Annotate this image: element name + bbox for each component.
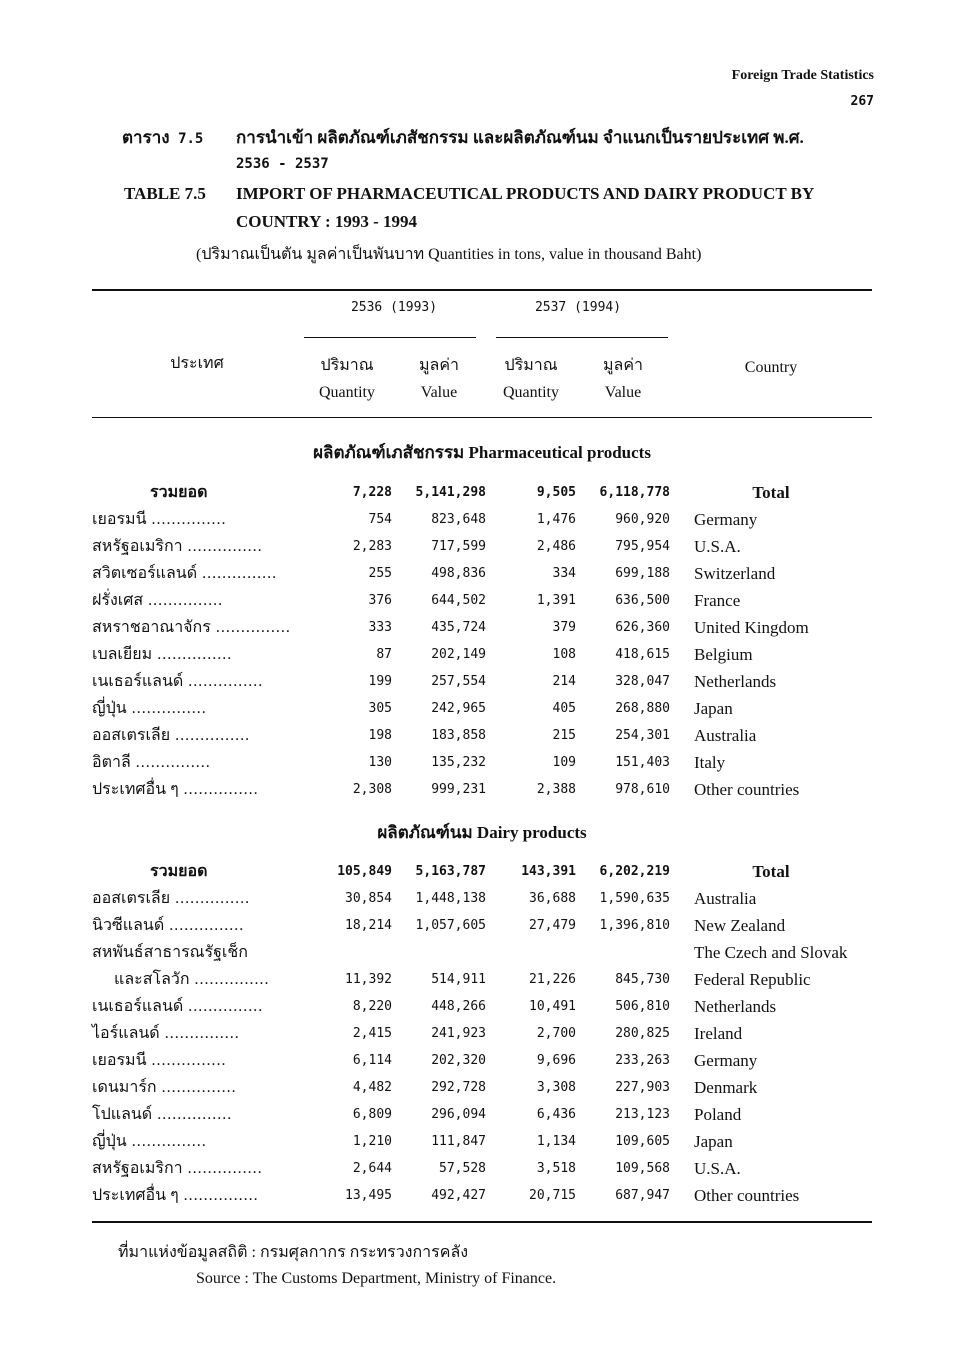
units-note: (ปริมาณเป็นตัน มูลค่าเป็นพันบาท Quantities in tons, value in thousand Baht) — [196, 246, 702, 263]
total-row — [92, 479, 872, 506]
val-1994-cell: 151,403 — [615, 755, 670, 770]
val-1994-cell: 1,590,635 — [599, 891, 670, 906]
val-1993-cell: 242,965 — [431, 701, 486, 716]
pharma-table — [92, 479, 872, 803]
qty-1993-cell: 6,114 — [352, 1053, 392, 1068]
total-row — [92, 858, 872, 885]
qty-1994-cell: 2,486 — [536, 539, 576, 554]
qty-1994-cell: 215 — [552, 728, 576, 743]
country-en-cell: U.S.A. — [694, 536, 741, 556]
val-1993-cell: 1,448,138 — [415, 891, 486, 906]
country-th-cell: ออสเตรเลีย ............... — [92, 890, 251, 907]
qty-1993-cell: 2,644 — [352, 1161, 392, 1176]
val-1994-cell: 795,954 — [615, 539, 670, 554]
qty-1993-cell: 754 — [368, 512, 392, 527]
val-1993-cell: 823,648 — [431, 512, 486, 527]
qty-1994-cell: 9,696 — [536, 1053, 576, 1068]
country-th-cell: ญี่ปุ่น ............... — [92, 1133, 207, 1150]
qty-1993-cell: 13,495 — [345, 1188, 392, 1203]
table-row — [92, 695, 872, 722]
country-en-cell: U.S.A. — [694, 1158, 741, 1178]
leader-dots: ............... — [197, 565, 278, 582]
qty-1994-cell: 2,388 — [536, 782, 576, 797]
qty-1994-cell: 1,476 — [536, 512, 576, 527]
country-en-cell: Denmark — [694, 1077, 758, 1097]
country-en-cell: Other countries — [694, 779, 800, 799]
country-en-cell: Netherlands — [694, 996, 777, 1016]
qty-1993-cell: 87 — [376, 647, 392, 662]
country-th-cell: เนเธอร์แลนด์ ............... — [92, 673, 264, 690]
qty-1994-cell: 2,700 — [536, 1026, 576, 1041]
title-thai-text: การนำเข้า ผลิตภัณฑ์เภสัชกรรม และผลิตภัณฑ์นม จำแนกเป็นรายประเทศ พ.ศ. — [236, 128, 804, 147]
val-1994-cell: 109,605 — [615, 1134, 670, 1149]
header-bottom-rule — [92, 417, 872, 418]
qty-1993-cell: 199 — [368, 674, 392, 689]
table-row — [92, 533, 872, 560]
qty-1993-cell: 130 — [368, 755, 392, 770]
val-1994-cell: 233,263 — [615, 1053, 670, 1068]
leader-dots: ............... — [183, 998, 264, 1015]
title-en-label: TABLE 7.5 — [124, 184, 206, 203]
val-1993-cell: 1,057,605 — [415, 918, 486, 933]
country-en-cell: France — [694, 590, 741, 610]
country-en-cell: Switzerland — [694, 563, 776, 583]
table-row — [92, 749, 872, 776]
pharma-section-title: ผลิตภัณฑ์เภสัชกรรม Pharmaceutical products — [313, 443, 651, 462]
qty-1994-cell: 109 — [552, 755, 576, 770]
country-th-cell: ประเทศอื่น ๆ ............... — [92, 1187, 259, 1204]
leader-dots: ............... — [126, 1133, 207, 1150]
table-top-rule — [92, 289, 872, 291]
country-en-cell: Poland — [694, 1104, 742, 1124]
val-1994-cell: 418,615 — [615, 647, 670, 662]
table-row — [92, 1074, 872, 1101]
country-en-cell: Ireland — [694, 1023, 743, 1043]
leader-dots: ............... — [182, 538, 263, 555]
qty-1993-cell — [302, 939, 392, 966]
country-en-cell: Japan — [694, 698, 733, 718]
country-th-cell: ประเทศอื่น ๆ ............... — [92, 781, 259, 798]
val-1994-cell: 960,920 — [615, 512, 670, 527]
country-th-cell: อิตาลี ............... — [92, 754, 211, 771]
qty-1993-cell: 6,809 — [352, 1107, 392, 1122]
table-row — [92, 614, 872, 641]
leader-dots: ............... — [182, 1160, 263, 1177]
val-1993-cell: 57,528 — [439, 1161, 486, 1176]
qty-1994-header: ปริมาณ Quantity — [503, 357, 559, 401]
country-th-cell: ญี่ปุ่น ............... — [92, 700, 207, 717]
qty-1993-cell: 305 — [368, 701, 392, 716]
table-row — [92, 1020, 872, 1047]
country-en-cell: Japan — [694, 1131, 733, 1151]
country-th-cell: ไอร์แลนด์ ............... — [92, 1025, 240, 1042]
leader-dots: ............... — [126, 700, 207, 717]
val-1994-cell: 978,610 — [615, 782, 670, 797]
country-en-cell: Other countries — [694, 1185, 800, 1205]
qty-1994-cell: 10,491 — [529, 999, 576, 1014]
qty-1994-cell: 21,226 — [529, 972, 576, 987]
qty-1993-cell: 30,854 — [345, 891, 392, 906]
val-1994-cell: 328,047 — [615, 674, 670, 689]
val-1993-header: มูลค่า Value — [418, 357, 460, 401]
country-en-cell: Belgium — [694, 644, 753, 664]
country-en-cell: Australia — [694, 888, 757, 908]
val-1994-header: มูลค่า Value — [602, 357, 644, 401]
leader-dots: ............... — [156, 1079, 237, 1096]
year-1994-underline — [496, 337, 668, 338]
country-en-cell: Federal Republic — [694, 969, 811, 989]
leader-dots: ............... — [146, 1052, 227, 1069]
country-en-cell: Netherlands — [694, 671, 777, 691]
country-en-cell: Australia — [694, 725, 757, 745]
table-bottom-rule — [92, 1221, 872, 1223]
val-1993-cell: 514,911 — [431, 972, 486, 987]
title-en-text: IMPORT OF PHARMACEUTICAL PRODUCTS AND DAIRY PRODUCT BY — [236, 184, 815, 203]
qty-1994-cell: 108 — [552, 647, 576, 662]
table-row — [92, 587, 872, 614]
qty-1993-cell: 2,308 — [352, 782, 392, 797]
leader-dots: ............... — [130, 754, 211, 771]
country-en-cell: Italy — [694, 752, 726, 772]
qty-1993-cell: 376 — [368, 593, 392, 608]
val-1993-cell: 5,141,298 — [415, 485, 486, 500]
leader-dots: ............... — [152, 646, 233, 663]
val-1993-cell: 448,266 — [431, 999, 486, 1014]
qty-1994-cell: 3,308 — [536, 1080, 576, 1095]
leader-dots: ............... — [189, 971, 270, 988]
table-row — [92, 722, 872, 749]
table-row — [92, 993, 872, 1020]
val-1993-cell: 183,858 — [431, 728, 486, 743]
country-en-cell: Germany — [694, 509, 758, 529]
val-1993-cell: 498,836 — [431, 566, 486, 581]
val-1994-cell: 280,825 — [615, 1026, 670, 1041]
val-1994-cell: 254,301 — [615, 728, 670, 743]
val-1994-cell: 636,500 — [615, 593, 670, 608]
country-th-cell: เบลเยียม ............... — [92, 646, 233, 663]
country-th-cell: นิวซีแลนด์ ............... — [92, 917, 245, 934]
val-1993-cell: 111,847 — [431, 1134, 486, 1149]
title-en-years: COUNTRY : 1993 - 1994 — [236, 212, 418, 231]
leader-dots: ............... — [170, 890, 251, 907]
qty-1994-cell: 379 — [552, 620, 576, 635]
table-row — [92, 641, 872, 668]
title-thai-years: 2536 - 2537 — [236, 156, 329, 172]
country-th-header: ประเทศ — [170, 355, 224, 372]
qty-1994-cell: 3,518 — [536, 1161, 576, 1176]
leader-dots: ............... — [178, 781, 259, 798]
qty-1994-cell: 1,134 — [536, 1134, 576, 1149]
country-th-cell: เนเธอร์แลนด์ ............... — [92, 998, 264, 1015]
country-th-cell: สวิตเซอร์แลนด์ ............... — [92, 565, 278, 582]
val-1994-cell: 699,188 — [615, 566, 670, 581]
country-th-cell: โปแลนด์ ............... — [92, 1106, 233, 1123]
leader-dots: ............... — [183, 673, 264, 690]
val-1994-cell: 845,730 — [615, 972, 670, 987]
table-row — [92, 560, 872, 587]
val-1993-cell: 999,231 — [431, 782, 486, 797]
leader-dots: ............... — [210, 619, 291, 636]
val-1994-cell: 213,123 — [615, 1107, 670, 1122]
country-en-cell: The Czech and Slovak — [694, 942, 848, 962]
val-1993-cell: 135,232 — [431, 755, 486, 770]
qty-1994-cell: 27,479 — [529, 918, 576, 933]
table-row — [92, 885, 872, 912]
val-1994-cell: 506,810 — [615, 999, 670, 1014]
qty-1994-cell: 334 — [552, 566, 576, 581]
leader-dots: ............... — [146, 511, 227, 528]
dairy-table — [92, 858, 872, 1209]
table-row — [92, 1155, 872, 1182]
table-row — [92, 1182, 872, 1209]
country-en-cell: Total — [752, 861, 790, 881]
val-1993-cell: 492,427 — [431, 1188, 486, 1203]
table-row — [92, 776, 872, 803]
val-1993-cell — [392, 939, 486, 966]
table-row — [92, 1128, 872, 1155]
qty-1994-cell: 9,505 — [536, 485, 576, 500]
leader-dots: ............... — [152, 1106, 233, 1123]
qty-1993-cell: 7,228 — [352, 485, 392, 500]
country-th-cell: สหราชอาณาจักร ............... — [92, 619, 291, 636]
country-en-cell: New Zealand — [694, 915, 786, 935]
table-row — [92, 1101, 872, 1128]
qty-1993-cell: 198 — [368, 728, 392, 743]
country-th-cell: เดนมาร์ก ............... — [92, 1079, 237, 1096]
country-th-cell: สหพันธ์สาธารณรัฐเช็ก — [92, 944, 248, 961]
val-1993-cell: 202,320 — [431, 1053, 486, 1068]
val-1994-cell: 687,947 — [615, 1188, 670, 1203]
val-1993-cell: 717,599 — [431, 539, 486, 554]
qty-1993-cell: 105,849 — [337, 864, 392, 879]
qty-1993-cell: 11,392 — [345, 972, 392, 987]
val-1993-cell: 435,724 — [431, 620, 486, 635]
qty-1993-header: ปริมาณ Quantity — [319, 357, 375, 401]
leader-dots: ............... — [159, 1025, 240, 1042]
table-row — [92, 966, 872, 993]
country-th-cell: สหรัฐอเมริกา ............... — [92, 1160, 263, 1177]
val-1994-cell: 626,360 — [615, 620, 670, 635]
table-row — [92, 1047, 872, 1074]
country-en-header: Country — [744, 359, 798, 376]
table-row — [92, 668, 872, 695]
year-1993-underline — [304, 337, 476, 338]
val-1993-cell: 292,728 — [431, 1080, 486, 1095]
country-en-cell: Total — [752, 482, 790, 502]
qty-1993-cell: 1,210 — [352, 1134, 392, 1149]
country-en-cell: United Kingdom — [694, 617, 809, 637]
title-thai-label: ตาราง 7.5 — [122, 128, 204, 147]
qty-1994-cell: 405 — [552, 701, 576, 716]
qty-1993-cell: 2,283 — [352, 539, 392, 554]
qty-1993-cell: 2,415 — [352, 1026, 392, 1041]
country-th-cell: สหรัฐอเมริกา ............... — [92, 538, 263, 555]
qty-1993-cell: 255 — [368, 566, 392, 581]
qty-1994-cell: 1,391 — [536, 593, 576, 608]
val-1994-cell: 6,202,219 — [599, 864, 670, 879]
series-title: Foreign Trade Statistics — [731, 68, 874, 83]
qty-1994-cell: 143,391 — [521, 864, 576, 879]
country-th-cell: ฝรั่งเศส ............... — [92, 592, 224, 609]
year-1994-header: 2537 (1994) — [534, 300, 622, 315]
qty-1994-cell: 20,715 — [529, 1188, 576, 1203]
country-en-cell: Germany — [694, 1050, 758, 1070]
qty-1993-cell: 4,482 — [352, 1080, 392, 1095]
country-th-cell: และสโลวัก ............... — [114, 971, 270, 988]
val-1993-cell: 296,094 — [431, 1107, 486, 1122]
val-1994-cell: 227,903 — [615, 1080, 670, 1095]
leader-dots: ............... — [178, 1187, 259, 1204]
val-1993-cell: 5,163,787 — [415, 864, 486, 879]
val-1994-cell: 109,568 — [615, 1161, 670, 1176]
val-1994-cell: 6,118,778 — [599, 485, 670, 500]
qty-1994-cell: 6,436 — [536, 1107, 576, 1122]
val-1993-cell: 202,149 — [431, 647, 486, 662]
val-1993-cell: 241,923 — [431, 1026, 486, 1041]
year-1993-header: 2536 (1993) — [350, 300, 438, 315]
qty-1993-cell: 18,214 — [345, 918, 392, 933]
country-th-cell: ออสเตรเลีย ............... — [92, 727, 251, 744]
table-row — [92, 939, 872, 966]
table-row — [92, 912, 872, 939]
qty-1993-cell: 333 — [368, 620, 392, 635]
page-number: 267 — [850, 94, 874, 109]
val-1994-cell: 268,880 — [615, 701, 670, 716]
leader-dots: ............... — [143, 592, 224, 609]
source-en: Source : The Customs Department, Ministry of Finance. — [196, 1270, 557, 1287]
country-th-cell: รวมยอด — [150, 484, 208, 501]
country-th-cell: เยอรมนี ............... — [92, 1052, 227, 1069]
country-th-cell: รวมยอด — [150, 863, 208, 880]
qty-1994-cell: 36,688 — [529, 891, 576, 906]
val-1993-cell: 644,502 — [431, 593, 486, 608]
leader-dots: ............... — [170, 727, 251, 744]
table-row — [92, 506, 872, 533]
leader-dots: ............... — [164, 917, 245, 934]
source-thai: ที่มาแห่งข้อมูลสถิติ : กรมศุลกากร กระทรวงการคลัง — [118, 1244, 469, 1261]
val-1993-cell: 257,554 — [431, 674, 486, 689]
qty-1994-cell: 214 — [552, 674, 576, 689]
val-1994-cell — [576, 939, 670, 966]
val-1994-cell: 1,396,810 — [599, 918, 670, 933]
dairy-section-title: ผลิตภัณฑ์นม Dairy products — [377, 823, 587, 842]
qty-1993-cell: 8,220 — [352, 999, 392, 1014]
qty-1994-cell — [486, 939, 576, 966]
country-th-cell: เยอรมนี ............... — [92, 511, 227, 528]
